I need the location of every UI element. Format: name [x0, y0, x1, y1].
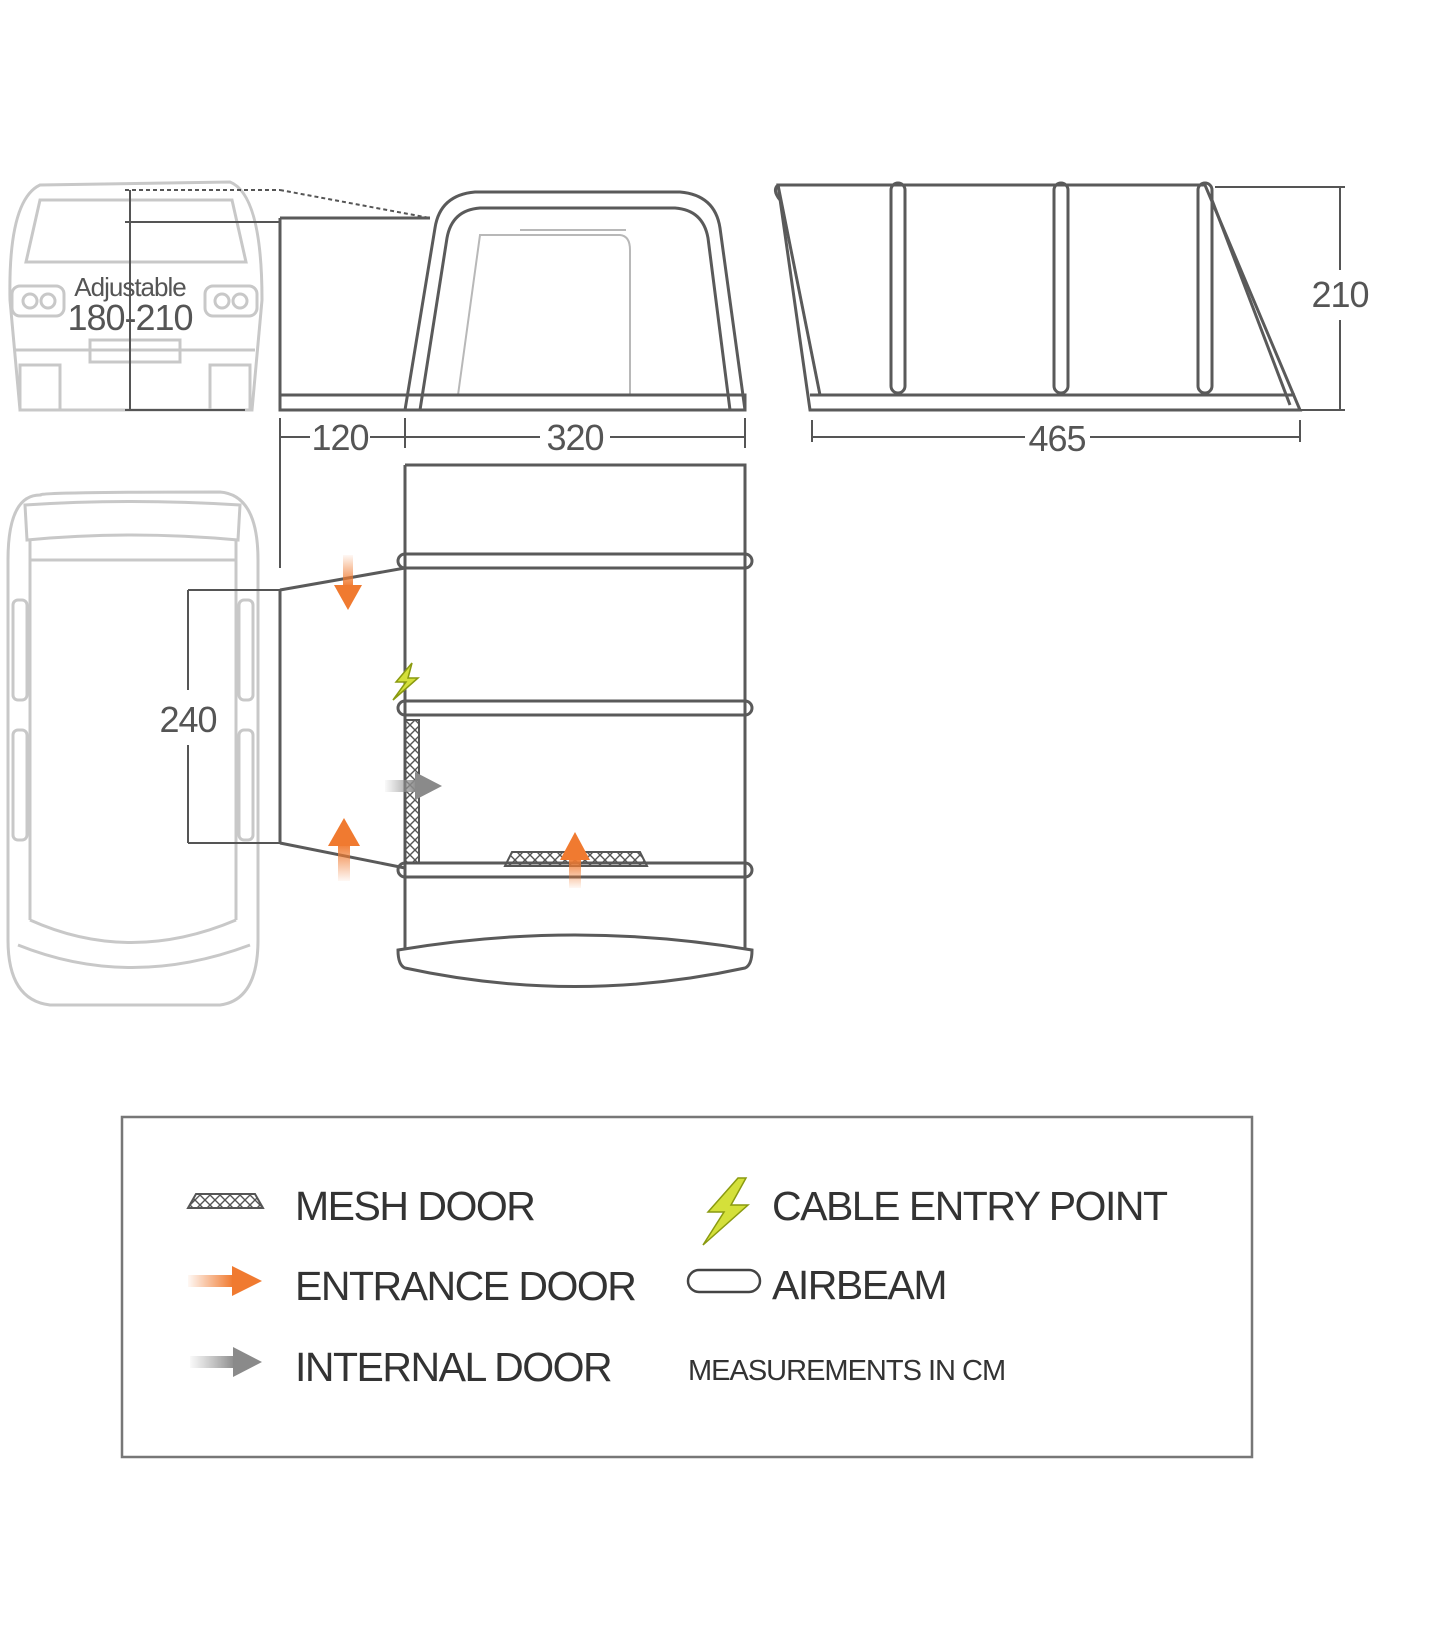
tent-width-label: 320	[546, 417, 604, 458]
legend-cable-entry: CABLE ENTRY POINT	[772, 1183, 1167, 1229]
side-length-label: 465	[1028, 418, 1086, 459]
tent-side-view	[775, 183, 1300, 410]
entrance-arrow-top	[334, 555, 362, 610]
height-range-label: 180-210	[67, 297, 193, 338]
mesh-door-icon	[188, 1194, 263, 1208]
legend-airbeam: AIRBEAM	[772, 1262, 947, 1308]
entrance-arrow-icon	[188, 1266, 262, 1296]
legend-mesh-door: MESH DOOR	[295, 1183, 535, 1229]
internal-arrow-icon	[190, 1347, 262, 1377]
entrance-arrow-bottom	[328, 818, 360, 881]
side-height-label: 210	[1311, 274, 1369, 315]
lightning-icon	[703, 1178, 748, 1245]
tent-front-view	[280, 192, 745, 410]
legend-box	[122, 1117, 1252, 1457]
tent-plan-view	[280, 465, 752, 987]
airbeam-icon	[688, 1270, 760, 1292]
annex-length-label: 120	[311, 417, 369, 458]
entrance-arrow-front	[560, 832, 590, 888]
adjustable-label: Adjustable	[74, 272, 186, 302]
vehicle-top-view	[8, 492, 258, 1005]
legend-internal-door: INTERNAL DOOR	[295, 1344, 612, 1390]
legend-measurements-note: MEASUREMENTS IN CM	[688, 1355, 1006, 1387]
legend-entrance-door: ENTRANCE DOOR	[295, 1263, 636, 1309]
annex-width-label: 240	[159, 699, 217, 740]
